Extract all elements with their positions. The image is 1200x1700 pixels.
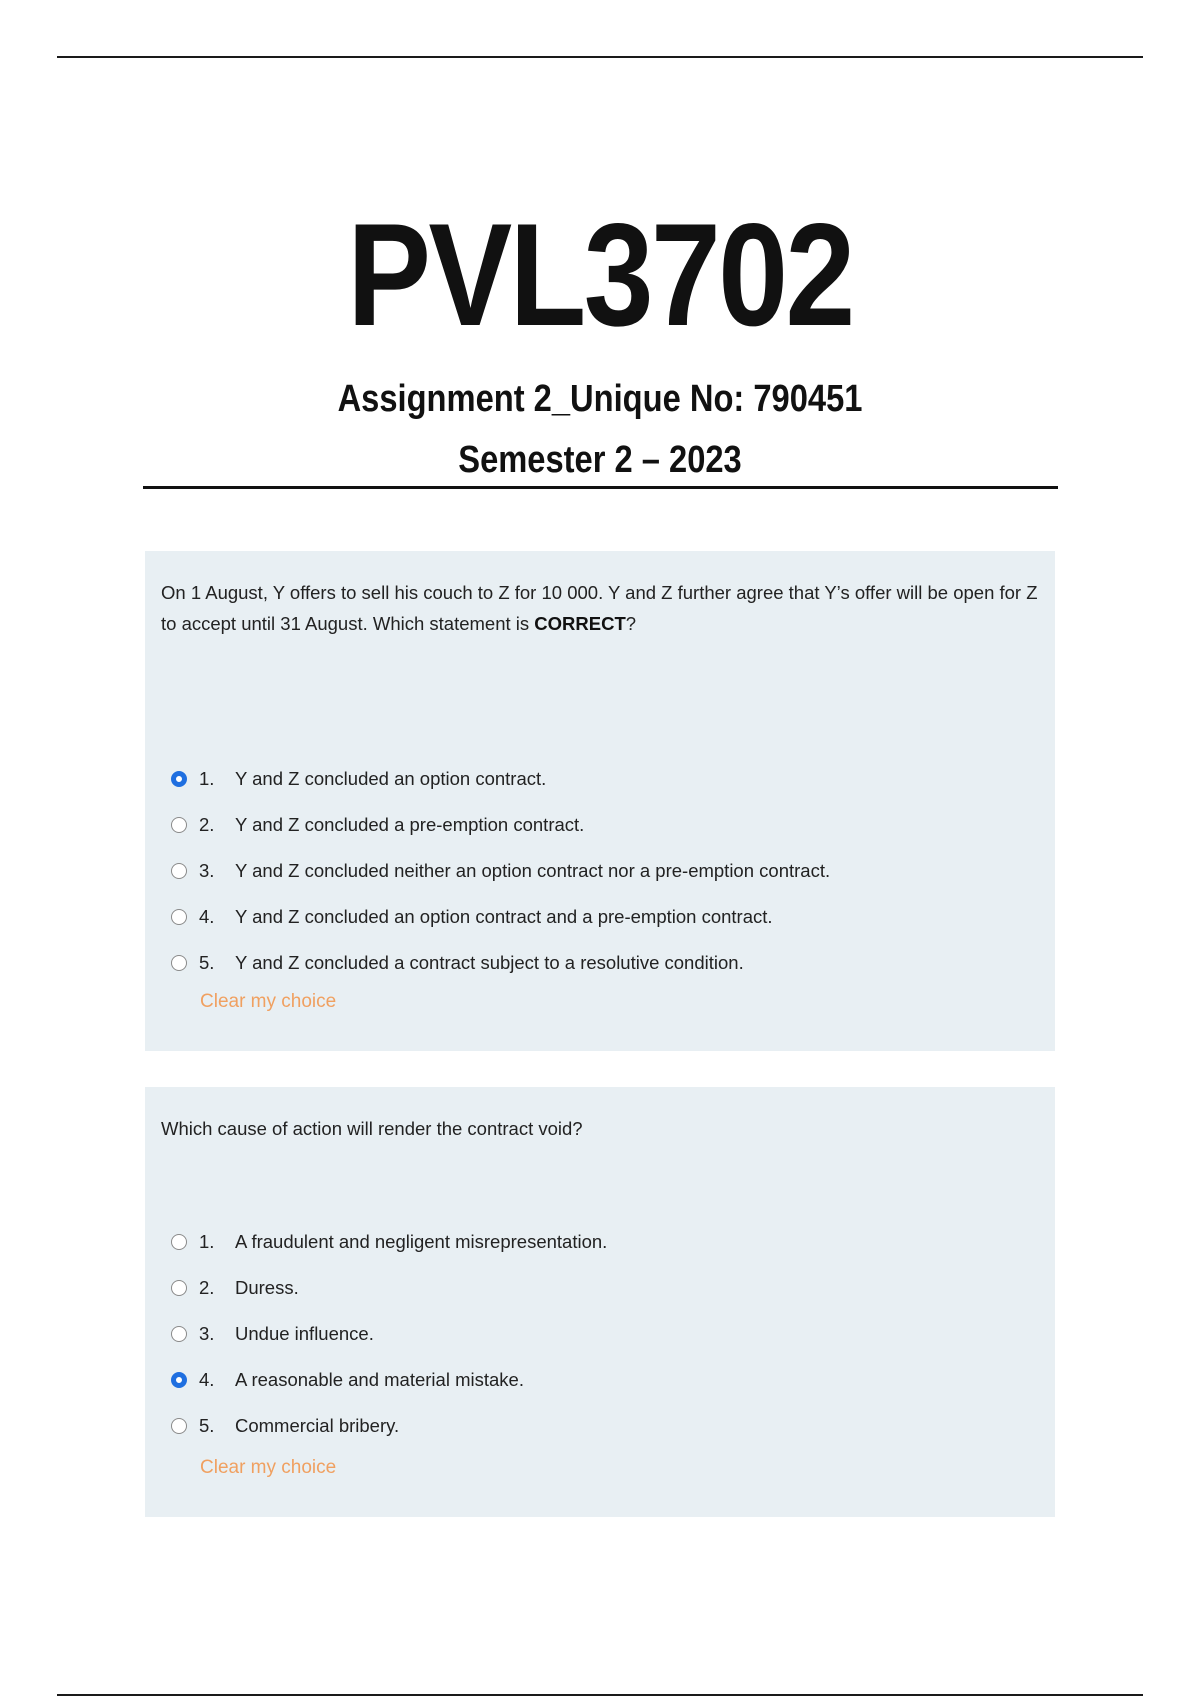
radio-button[interactable] xyxy=(171,1326,187,1342)
radio-button-selected[interactable] xyxy=(171,771,187,787)
option-number: 1. xyxy=(199,1231,215,1252)
option-number: 4. xyxy=(199,906,215,927)
answer-option-4[interactable] xyxy=(171,1357,607,1403)
radio-button[interactable] xyxy=(171,1418,187,1434)
question-card-2 xyxy=(145,1087,1055,1517)
course-code-title: PVL3702 xyxy=(347,193,853,356)
option-number: 4. xyxy=(199,1369,215,1390)
question-text-end: ? xyxy=(625,613,637,634)
answer-option-5[interactable] xyxy=(171,940,830,986)
option-text: Duress. xyxy=(235,1277,299,1298)
radio-button[interactable] xyxy=(171,1234,187,1250)
top-rule xyxy=(57,56,1143,58)
option-text: Y and Z concluded an option contract. xyxy=(235,768,547,789)
option-text: Y and Z concluded a pre-emption contract. xyxy=(235,814,585,835)
answer-option-2[interactable] xyxy=(171,802,830,848)
option-text: Y and Z concluded a contract subject to a resolutive condition. xyxy=(235,952,744,973)
question-card-1 xyxy=(145,551,1055,1051)
answer-option-4[interactable] xyxy=(171,894,830,940)
option-number: 2. xyxy=(199,1277,215,1298)
radio-button[interactable] xyxy=(171,817,187,833)
option-number: 1. xyxy=(199,768,215,789)
clear-choice-link[interactable]: Clear my choice xyxy=(200,1457,337,1478)
semester-subtitle: Semester 2 – 2023 xyxy=(458,439,742,481)
answer-option-5[interactable] xyxy=(171,1403,607,1449)
option-text: Commercial bribery. xyxy=(235,1415,400,1436)
answer-options xyxy=(171,756,830,986)
answer-option-3[interactable] xyxy=(171,1311,607,1357)
answer-option-3[interactable] xyxy=(171,848,830,894)
option-text: Y and Z concluded an option contract and a pre-emption contract. xyxy=(235,906,773,927)
option-text: Y and Z concluded neither an option contract nor a pre-emption contract. xyxy=(235,860,831,881)
radio-button[interactable] xyxy=(171,1280,187,1296)
question-text xyxy=(161,1113,1041,1144)
option-number: 5. xyxy=(199,1415,215,1436)
question-text-main: On 1 August, Y offers to sell his couch to Z for 10 000. Y and Z further agree that Y’s offer will be open for Z to accept until 31 August. Which statement is xyxy=(161,582,1038,634)
option-number: 3. xyxy=(199,860,215,881)
answer-options xyxy=(171,1219,607,1449)
option-text: A fraudulent and negligent misrepresentation. xyxy=(235,1231,608,1252)
clear-choice-link[interactable]: Clear my choice xyxy=(200,991,337,1012)
option-text: Undue influence. xyxy=(235,1323,374,1344)
bottom-rule xyxy=(57,1694,1143,1696)
radio-button[interactable] xyxy=(171,863,187,879)
answer-option-2[interactable] xyxy=(171,1265,607,1311)
option-number: 5. xyxy=(199,952,215,973)
radio-button[interactable] xyxy=(171,909,187,925)
question-text-emphasis: CORRECT xyxy=(534,613,626,634)
answer-option-1[interactable] xyxy=(171,756,830,802)
option-text: A reasonable and material mistake. xyxy=(235,1369,524,1390)
option-number: 2. xyxy=(199,814,215,835)
radio-button[interactable] xyxy=(171,955,187,971)
option-number: 3. xyxy=(199,1323,215,1344)
assignment-subtitle: Assignment 2_Unique No: 790451 xyxy=(337,378,863,420)
question-text xyxy=(161,577,1041,639)
question-text-main: Which cause of action will render the contract void? xyxy=(161,1118,583,1139)
header-rule xyxy=(143,486,1058,489)
answer-option-1[interactable] xyxy=(171,1219,607,1265)
radio-button-selected[interactable] xyxy=(171,1372,187,1388)
